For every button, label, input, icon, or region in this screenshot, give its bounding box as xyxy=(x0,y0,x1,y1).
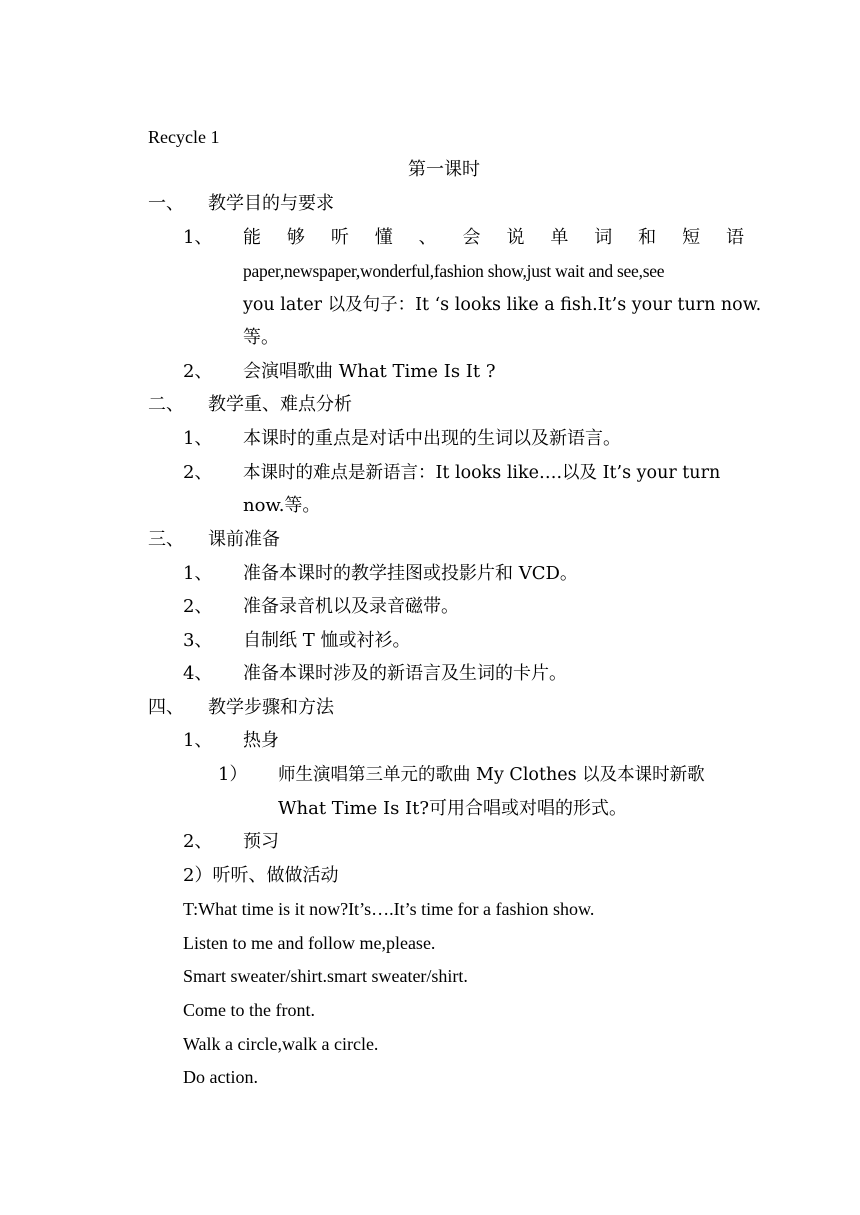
dialogue-line: Do action. xyxy=(183,1067,258,1087)
item-text-line: 等。 xyxy=(243,327,279,348)
section-number: 一、 xyxy=(148,193,184,214)
sub-item-number: 1） xyxy=(218,764,248,785)
item-text: 准备本课时的教学挂图或投影片和 VCD。 xyxy=(243,563,578,584)
item-text: 预习 xyxy=(243,831,279,852)
justified-text-line xyxy=(243,225,744,251)
item-number: 4、 xyxy=(183,663,213,684)
item-text: 会演唱歌曲 What Time Is It ? xyxy=(243,361,496,382)
lesson-title: 第一课时 xyxy=(408,159,480,180)
text-char: 能 xyxy=(243,227,261,248)
text-char: 懂 xyxy=(374,227,393,248)
item-text: 本课时的重点是对话中出现的生词以及新语言。 xyxy=(243,428,621,449)
dialogue-line: Walk a circle,walk a circle. xyxy=(183,1034,379,1054)
dialogue-line: Smart sweater/shirt.smart sweater/shirt. xyxy=(183,966,468,986)
section-heading: 教学步骤和方法 xyxy=(208,697,334,718)
text-char: 说 xyxy=(506,227,525,248)
item-number: 1、 xyxy=(183,428,213,449)
document-header: Recycle 1 xyxy=(148,127,220,147)
section-number: 三、 xyxy=(148,529,184,550)
item-text: 准备录音机以及录音磁带。 xyxy=(243,596,459,617)
text-char: 会 xyxy=(462,227,481,248)
sub-item-text-line: 师生演唱第三单元的歌曲 My Clothes 以及本课时新歌 xyxy=(278,765,705,785)
section-heading: 课前准备 xyxy=(208,529,280,550)
dialogue-line: Listen to me and follow me,please. xyxy=(183,933,436,953)
text-char: 词 xyxy=(594,227,613,248)
text-char: 单 xyxy=(550,227,569,248)
dialogue-line: T:What time is it now?It’s….It’s time for a fashion show. xyxy=(183,899,595,919)
item-text-line: paper,newspaper,wonderful,fashion show,just wait and see,see xyxy=(243,261,665,281)
item-text: 准备本课时涉及的新语言及生词的卡片。 xyxy=(243,663,567,684)
item-number: 1、 xyxy=(183,730,213,751)
text-char: 短 xyxy=(682,227,701,248)
item-number: 2、 xyxy=(183,361,213,382)
item-number: 1、 xyxy=(183,563,213,584)
section-heading: 教学重、难点分析 xyxy=(208,394,352,415)
text-char: 、 xyxy=(418,227,437,248)
item-number: 3、 xyxy=(183,630,213,651)
section-number: 二、 xyxy=(148,394,184,415)
text-char: 语 xyxy=(725,227,744,248)
text-char: 和 xyxy=(638,227,657,248)
item-text-line: 本课时的难点是新语言：It looks like….以及 It’s your turn xyxy=(243,463,721,483)
activity-heading: 2）听听、做做活动 xyxy=(183,865,339,886)
item-text-line: now.等。 xyxy=(243,495,321,516)
section-heading: 教学目的与要求 xyxy=(208,193,334,214)
item-number: 2、 xyxy=(183,831,213,852)
item-text: 热身 xyxy=(243,730,279,751)
item-number: 2、 xyxy=(183,596,213,617)
text-char: 听 xyxy=(330,227,349,248)
sub-item-text-line: What Time Is It?可用合唱或对唱的形式。 xyxy=(278,798,628,819)
section-number: 四、 xyxy=(148,697,184,718)
item-text-line: you later 以及句子：It ‘s looks like a fish.It’s your turn now. xyxy=(243,295,762,315)
item-number: 2、 xyxy=(183,462,213,483)
item-number: 1、 xyxy=(183,227,213,248)
dialogue-line: Come to the front. xyxy=(183,1000,315,1020)
text-char: 够 xyxy=(286,227,305,248)
item-text: 自制纸 T 恤或衬衫。 xyxy=(243,630,411,651)
